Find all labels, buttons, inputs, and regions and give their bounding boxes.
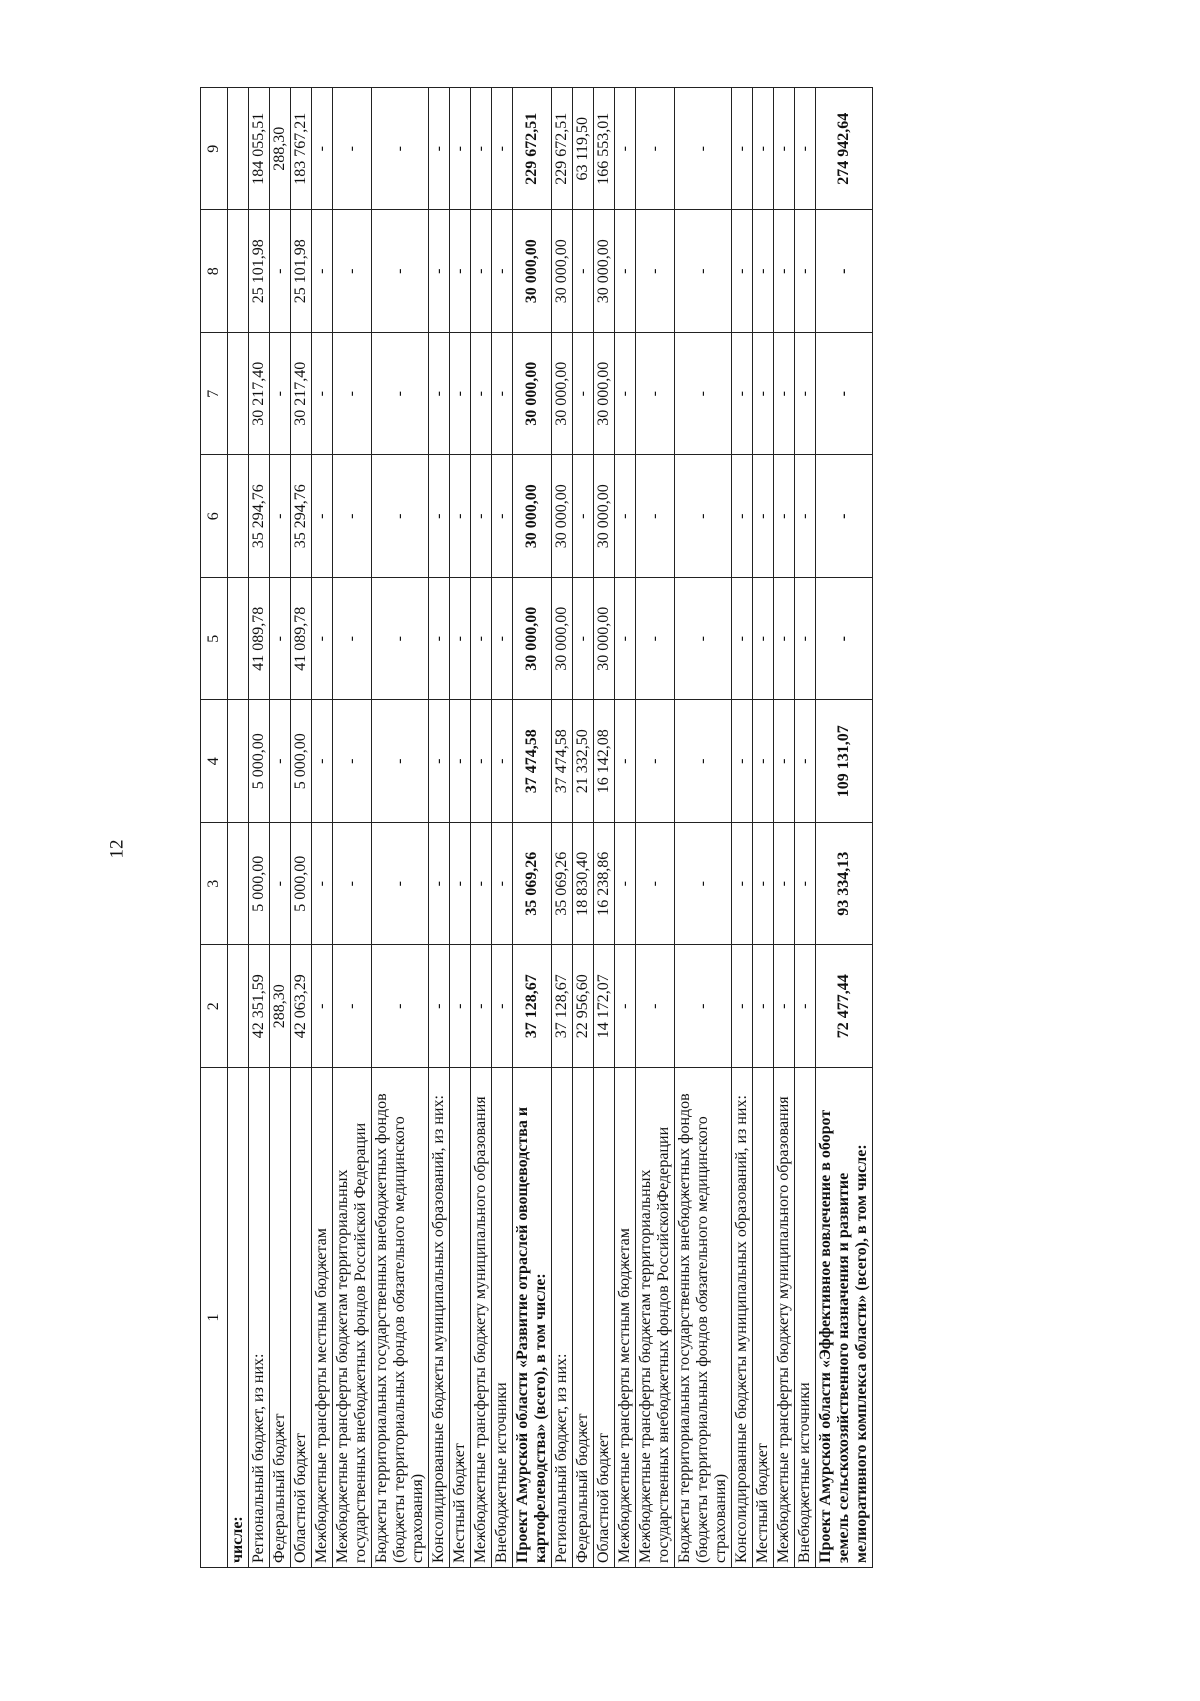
value-cell: - [492,823,513,946]
row-label: Проект Амурской области «Эффективное вовлечение в оборот земель сельскохозяйственного назначения и развитие мелиоративного комплекса области» (всего), в том числе: [816,1068,873,1568]
table-row [732,88,753,1568]
budget-table [200,87,873,1568]
header-cell: 4 [201,700,228,823]
value-cell: 5 000,00 [291,823,312,946]
value-cell: - [429,210,450,333]
value-cell: - [429,333,450,456]
value-cell: 37 128,67 [513,945,552,1068]
value-cell: - [636,700,675,823]
value-cell: - [675,88,732,211]
value-cell: - [471,455,492,578]
header-cell: 3 [201,823,228,946]
value-cell: - [471,700,492,823]
row-label: Федеральный бюджет [573,1068,594,1568]
value-cell: - [450,210,471,333]
table-row [594,88,615,1568]
value-cell: - [795,945,816,1068]
value-cell: 5 000,00 [291,700,312,823]
value-cell: - [816,578,873,701]
header-row [201,88,228,1568]
row-label: числе: [228,1068,249,1568]
row-label: Местный бюджет [450,1068,471,1568]
value-cell: 30 000,00 [513,210,552,333]
value-cell: 30 217,40 [291,333,312,456]
value-cell: - [333,333,372,456]
table-row [372,88,429,1568]
table-row [270,88,291,1568]
value-cell: - [333,455,372,578]
value-cell: - [471,823,492,946]
table-body [228,88,873,1568]
budget-table-container [200,88,1060,1568]
value-cell: - [333,210,372,333]
value-cell: 166 553,01 [594,88,615,211]
value-cell: - [333,823,372,946]
table-row [552,88,573,1568]
value-cell: - [615,88,636,211]
value-cell: 30 000,00 [513,333,552,456]
value-cell: 35 294,76 [291,455,312,578]
value-cell: - [429,578,450,701]
value-cell: 25 101,98 [249,210,270,333]
value-cell: - [675,210,732,333]
table-row [573,88,594,1568]
table-row [816,88,873,1568]
table-row [636,88,675,1568]
value-cell [228,823,249,946]
table-row [333,88,372,1568]
value-cell: - [774,823,795,946]
page-number: 12 [106,839,128,859]
value-cell: - [450,88,471,211]
value-cell: - [753,823,774,946]
value-cell: - [429,945,450,1068]
value-cell: 274 942,64 [816,88,873,211]
value-cell: - [573,455,594,578]
value-cell: - [429,88,450,211]
header-cell: 7 [201,333,228,456]
value-cell: 22 956,60 [573,945,594,1068]
value-cell: - [450,945,471,1068]
value-cell: 288,30 [270,88,291,211]
value-cell: - [753,88,774,211]
value-cell: - [270,210,291,333]
value-cell: 25 101,98 [291,210,312,333]
value-cell: - [615,333,636,456]
table-row [450,88,471,1568]
header-cell: 1 [201,1068,228,1568]
value-cell: - [270,455,291,578]
value-cell: 93 334,13 [816,823,873,946]
value-cell: 16 238,86 [594,823,615,946]
table-row [513,88,552,1568]
value-cell: - [333,945,372,1068]
value-cell: - [732,700,753,823]
value-cell [228,210,249,333]
value-cell: - [615,945,636,1068]
value-cell: - [312,455,333,578]
value-cell: - [573,333,594,456]
value-cell: 21 332,50 [573,700,594,823]
value-cell: - [774,333,795,456]
value-cell: - [675,455,732,578]
value-cell: 35 069,26 [513,823,552,946]
value-cell: - [372,455,429,578]
value-cell: - [471,210,492,333]
value-cell: 37 474,58 [552,700,573,823]
row-label: Межбюджетные трансферты бюджетам территориальных государственных внебюджетных фондов Российской Федерации [333,1068,372,1568]
value-cell: - [636,578,675,701]
value-cell: 288,30 [270,945,291,1068]
header-cell: 8 [201,210,228,333]
value-cell: - [615,210,636,333]
value-cell: - [471,88,492,211]
value-cell: - [816,455,873,578]
row-label: Проект Амурской области «Развитие отраслей овощеводства и картофелеводства» (всего), в том числе: [513,1068,552,1568]
value-cell: - [492,700,513,823]
value-cell: - [774,945,795,1068]
value-cell: - [732,823,753,946]
row-label: Местный бюджет [753,1068,774,1568]
table-row [795,88,816,1568]
value-cell: 42 063,29 [291,945,312,1068]
value-cell: 41 089,78 [249,578,270,701]
value-cell: - [312,945,333,1068]
value-cell: 5 000,00 [249,700,270,823]
value-cell: 184 055,51 [249,88,270,211]
value-cell: - [636,333,675,456]
row-label: Федеральный бюджет [270,1068,291,1568]
value-cell: - [372,210,429,333]
value-cell: - [429,700,450,823]
value-cell: - [636,455,675,578]
value-cell: - [675,578,732,701]
value-cell: 35 069,26 [552,823,573,946]
row-label: Консолидированные бюджеты муниципальных образований, из них: [429,1068,450,1568]
value-cell: 30 000,00 [513,578,552,701]
value-cell: 72 477,44 [816,945,873,1068]
row-label: Региональный бюджет, из них: [552,1068,573,1568]
value-cell: - [270,333,291,456]
value-cell: - [450,823,471,946]
value-cell: 30 217,40 [249,333,270,456]
value-cell: - [450,333,471,456]
value-cell: - [492,578,513,701]
value-cell: 30 000,00 [552,210,573,333]
value-cell: - [675,823,732,946]
value-cell: - [270,700,291,823]
value-cell: 16 142,08 [594,700,615,823]
value-cell: - [492,88,513,211]
table-row [753,88,774,1568]
table-row [249,88,270,1568]
value-cell: - [312,823,333,946]
value-cell: - [732,455,753,578]
value-cell: - [795,333,816,456]
row-label: Бюджеты территориальных государственных внебюджетных фондов (бюджеты территориальных фондов обязательного медицинского страхования) [675,1068,732,1568]
value-cell: - [312,88,333,211]
value-cell: - [372,700,429,823]
row-label: Областной бюджет [594,1068,615,1568]
value-cell: - [732,210,753,333]
value-cell: - [732,88,753,211]
row-label: Межбюджетные трансферты местным бюджетам [615,1068,636,1568]
value-cell: - [312,333,333,456]
row-label: Бюджеты территориальных государственных внебюджетных фондов (бюджеты территориальных фондов обязательного медицинского страхования) [372,1068,429,1568]
value-cell: - [312,700,333,823]
value-cell: - [816,210,873,333]
value-cell: - [753,210,774,333]
value-cell: - [333,578,372,701]
value-cell: 229 672,51 [552,88,573,211]
row-label: Межбюджетные трансферты местным бюджетам [312,1068,333,1568]
table-row [291,88,312,1568]
value-cell: 30 000,00 [513,455,552,578]
value-cell: - [675,700,732,823]
row-label: Областной бюджет [291,1068,312,1568]
value-cell: - [816,333,873,456]
value-cell: - [615,700,636,823]
value-cell: 14 172,07 [594,945,615,1068]
value-cell: 5 000,00 [249,823,270,946]
row-label: Региональный бюджет, из них: [249,1068,270,1568]
value-cell: 30 000,00 [552,455,573,578]
value-cell: - [615,455,636,578]
value-cell: - [492,945,513,1068]
value-cell: - [615,578,636,701]
value-cell: - [372,578,429,701]
value-cell: - [333,88,372,211]
value-cell: - [753,333,774,456]
table-row [228,88,249,1568]
value-cell: - [795,700,816,823]
value-cell: 30 000,00 [594,210,615,333]
value-cell: - [795,455,816,578]
value-cell: - [753,700,774,823]
value-cell: - [753,578,774,701]
value-cell: - [675,333,732,456]
value-cell [228,333,249,456]
value-cell: - [795,210,816,333]
value-cell: - [774,578,795,701]
value-cell: - [774,700,795,823]
row-label: Консолидированные бюджеты муниципальных образований, из них: [732,1068,753,1568]
value-cell: 183 767,21 [291,88,312,211]
table-row [774,88,795,1568]
value-cell: - [471,578,492,701]
value-cell: - [795,578,816,701]
value-cell: - [372,823,429,946]
value-cell: 35 294,76 [249,455,270,578]
value-cell: - [753,455,774,578]
value-cell: - [573,578,594,701]
value-cell: - [636,88,675,211]
value-cell: - [675,945,732,1068]
value-cell [228,455,249,578]
row-label: Внебюджетные источники [492,1068,513,1568]
value-cell: - [636,945,675,1068]
header-cell: 6 [201,455,228,578]
value-cell: 42 351,59 [249,945,270,1068]
table-row [675,88,732,1568]
value-cell [228,945,249,1068]
value-cell: 30 000,00 [594,333,615,456]
value-cell: - [312,210,333,333]
value-cell: 30 000,00 [594,578,615,701]
value-cell: - [774,210,795,333]
value-cell: - [372,88,429,211]
value-cell: - [450,455,471,578]
row-label: Межбюджетные трансферты бюджету муниципального образования [471,1068,492,1568]
header-cell: 2 [201,945,228,1068]
value-cell: 30 000,00 [594,455,615,578]
value-cell: - [795,88,816,211]
value-cell: 37 128,67 [552,945,573,1068]
value-cell: - [429,455,450,578]
value-cell: - [732,578,753,701]
row-label: Внебюджетные источники [795,1068,816,1568]
value-cell: - [636,210,675,333]
value-cell: - [753,945,774,1068]
table-row [615,88,636,1568]
value-cell: - [492,210,513,333]
value-cell [228,700,249,823]
value-cell: - [492,333,513,456]
value-cell: - [372,945,429,1068]
value-cell: - [471,333,492,456]
value-cell: - [312,578,333,701]
value-cell: 30 000,00 [552,578,573,701]
header-cell: 5 [201,578,228,701]
value-cell: - [615,823,636,946]
row-label: Межбюджетные трансферты бюджету муниципального образования [774,1068,795,1568]
value-cell: 109 131,07 [816,700,873,823]
value-cell [228,88,249,211]
value-cell: - [270,823,291,946]
value-cell: 18 830,40 [573,823,594,946]
value-cell: - [429,823,450,946]
value-cell: - [333,700,372,823]
header-cell: 9 [201,88,228,211]
table-row [429,88,450,1568]
value-cell: 41 089,78 [291,578,312,701]
table-row [312,88,333,1568]
value-cell: - [732,945,753,1068]
row-label: Межбюджетные трансферты бюджетам территориальных государственных внебюджетных фондов РоссийскойФедерации [636,1068,675,1568]
value-cell: 63 119,50 [573,88,594,211]
value-cell: 30 000,00 [552,333,573,456]
value-cell: - [795,823,816,946]
value-cell: 37 474,58 [513,700,552,823]
value-cell: - [450,700,471,823]
value-cell: - [270,578,291,701]
value-cell: - [450,578,471,701]
value-cell: - [774,455,795,578]
value-cell: - [732,333,753,456]
value-cell: - [774,88,795,211]
table-row [492,88,513,1568]
table-row [471,88,492,1568]
value-cell: - [636,823,675,946]
value-cell [228,578,249,701]
value-cell: - [573,210,594,333]
value-cell: - [492,455,513,578]
value-cell: 229 672,51 [513,88,552,211]
value-cell: - [372,333,429,456]
value-cell: - [471,945,492,1068]
